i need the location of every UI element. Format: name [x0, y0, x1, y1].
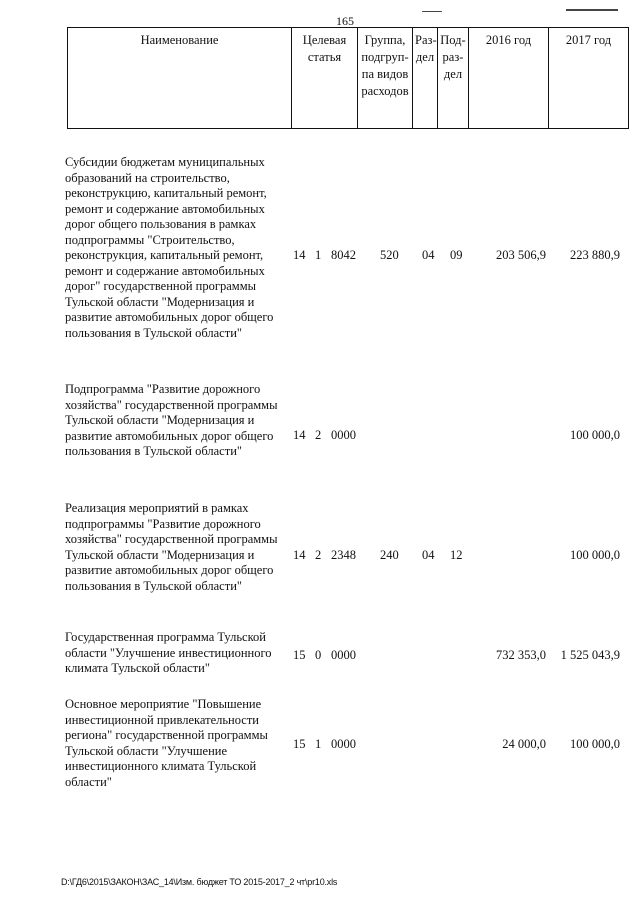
row-subsection: 12 — [450, 548, 463, 562]
header-section: Раз-дел — [413, 28, 438, 129]
header-name: Наименование — [68, 28, 292, 129]
row-section: 04 — [422, 248, 435, 262]
row-section: 04 — [422, 548, 435, 562]
row-target-subprogram: 0 — [315, 648, 322, 662]
row-name: Реализация мероприятий в рамках подпрограммы "Развитие дорожного хозяйства" государственной программы Тульской области "Модернизация и развитие автомобильных дорог общего пользования в Тульской области" — [65, 501, 278, 593]
table-header — [67, 27, 629, 129]
row-target-code: 0000 — [331, 737, 356, 751]
header-expense-group: Группа, подгруп-па видов расходов — [358, 28, 413, 129]
row-target-subprogram: 2 — [315, 548, 322, 562]
row-target-code: 2348 — [331, 548, 356, 562]
row-expense-group: 240 — [380, 548, 399, 562]
row-amount-2016: 203 506,9 — [496, 248, 546, 262]
scan-artifact — [422, 11, 442, 12]
row-target-program: 14 — [293, 428, 306, 442]
row-amount-2016: 24 000,0 — [502, 737, 546, 751]
row-target-code: 0000 — [331, 648, 356, 662]
row-amount-2017: 223 880,9 — [570, 248, 620, 262]
row-target-code: 0000 — [331, 428, 356, 442]
row-name: Основное мероприятие "Повышение инвестиционной привлекательности региона" государственной программы Тульской области "Улучшение инвестиционного климата Тульской области" — [65, 697, 268, 789]
row-amount-2017: 1 525 043,9 — [560, 648, 620, 662]
row-target-subprogram: 1 — [315, 248, 322, 262]
file-path-footer: D:\ГД6\2015\ЗАКОН\ЗАС_14\Изм. бюджет ТО 2015-2017_2 чт\pr10.xls — [61, 877, 338, 887]
row-target-subprogram: 1 — [315, 737, 322, 751]
row-name: Субсидии бюджетам муниципальных образований на строительство, реконструкцию, капитальный ремонт, ремонт и содержание автомобильных дорог общего пользования в рамках подпрограммы "Строительство, реконструкция, капитальный ремонт, ремонт и содержание автомобильных дорог" государственной программы Тульской области "Модернизация и развитие автомобильных дорог общего пользования в Тульской области" — [65, 155, 274, 340]
row-target-code: 8042 — [331, 248, 356, 262]
header-year-2016: 2016 год — [469, 28, 549, 129]
row-name: Подпрограмма "Развитие дорожного хозяйства" государственной программы Тульской области "Модернизация и развитие автомобильных дорог общего пользования в Тульской области" — [65, 382, 278, 458]
header-year-2017: 2017 год — [549, 28, 629, 129]
row-target-subprogram: 2 — [315, 428, 322, 442]
header-target-article: Целевая статья — [292, 28, 358, 129]
row-target-program: 14 — [293, 548, 306, 562]
row-name: Государственная программа Тульской области "Улучшение инвестиционного климата Тульской области" — [65, 630, 272, 675]
scan-artifact — [566, 9, 618, 11]
row-amount-2017: 100 000,0 — [570, 737, 620, 751]
row-amount-2017: 100 000,0 — [570, 548, 620, 562]
row-amount-2016: 732 353,0 — [496, 648, 546, 662]
header-subsection: Под-раз-дел — [438, 28, 469, 129]
row-amount-2017: 100 000,0 — [570, 428, 620, 442]
row-expense-group: 520 — [380, 248, 399, 262]
row-target-program: 14 — [293, 248, 306, 262]
row-target-program: 15 — [293, 648, 306, 662]
page-number: 165 — [336, 14, 354, 28]
row-subsection: 09 — [450, 248, 463, 262]
row-target-program: 15 — [293, 737, 306, 751]
